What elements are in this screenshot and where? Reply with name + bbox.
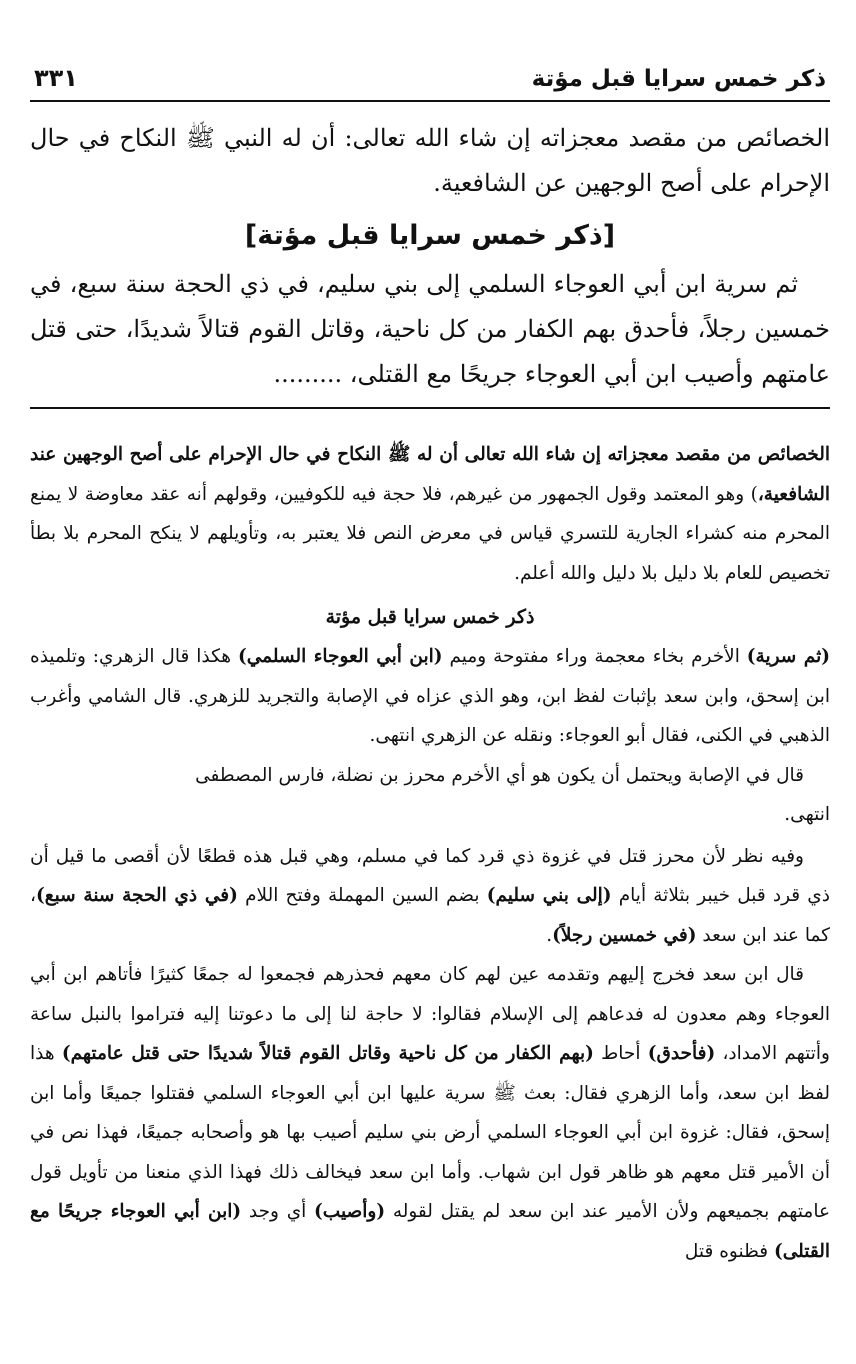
commentary-paragraph [30,837,830,956]
commentary-quoted-text: (إلى بني سليم) [486,885,612,906]
commentary-explanation: انتهى. [784,804,830,825]
commentary-quoted-text: (ابن أبي العوجاء جريحًا مع القتلى) [30,1201,830,1262]
commentary-quoted-text: (في ذي الحجة سنة سبع) [35,885,238,906]
commentary-explanation: ، كما عند ابن سعد [30,885,830,946]
commentary-explanation: هذا لفظ ابن سعد، وأما الزهري فقال: بعث ﷺ سرية عليها ابن أبي العوجاء السلمي فقتلوا جميعًا وأما ابن إسحق، فقال: غزوة ابن أبي العوجاء السلمي أرض بني سليم أصيب بها هو وأصحابه جميعًا، فهذا نص في أن الأمير قتل معهم هو ظاهر قول ابن شهاب. وأما ابن سعد فيخالف ذلك فهذا الذي منعنا من تأويل قول عامتهم بجميعهم ولأن الأمير عند ابن سعد لم يقتل لقوله [30,1043,830,1222]
book-page [30,52,830,1271]
commentary-explanation: هكذا قال الزهري: وتلميذه ابن إسحق، وابن سعد بإثبات لفظ ابن، وهو الذي عزاه في الإصابة والتجريد للزهري. قال الشامي وأغرب الذهبي في الكنى، فقال أبو العوجاء: ونقله عن الزهري انتهى. [30,646,830,746]
commentary-quoted-text: (في خمسين رجلاً) [552,924,697,946]
text-commentary-divider [30,407,830,409]
commentary-paragraph [30,637,830,756]
running-header [30,52,830,92]
commentary-explanation: قال في الإصابة ويحتمل أن يكون هو أي الأخرم محرز بن نضلة، فارس المصطفى [195,764,804,786]
commentary-section-heading: ذكر خمس سرايا قبل مؤتة [325,606,535,628]
commentary-quoted-text: (فأحدق) [647,1043,716,1064]
running-title: ذكر خمس سرايا قبل مؤتة [531,66,826,92]
commentary-paragraph [30,435,830,593]
commentary-quoted-text: (ابن أبي العوجاء السلمي) [237,646,443,667]
header-rule [30,100,830,102]
commentary-explanation: أي وجد [241,1201,315,1222]
main-text-paragraph: ثم سرية ابن أبي العوجاء السلمي إلى بني سليم، في ذي الحجة سنة سبع، في خمسين رجلاً، فأحدق بهم الكفار من كل ناحية، وقاتل القوم قتالاً شديدًا، حتى قتل عامتهم وأصيب ابن أبي العوجاء جريحًا مع القتلى، ......... [30,270,830,388]
commentary-explanation: قال ابن سعد فخرج إليهم وتقدمه عين لهم كان معهم فحذرهم فجمعوا له جمعًا كثيرًا فأتاهم ابن أبي العوجاء وهم معدون له فدعاهم إلى الإسلام فقالوا: لا حاجة لنا إلى ما دعوتنا إليه فتراموا بالنبل ساعة وأتتهم الامداد، [30,964,830,1064]
commentary-explanation: الأخرم بخاء معجمة وراء مفتوحة وميم [442,646,747,667]
main-section-heading: [ذكر خمس سرايا قبل مؤتة] [244,220,616,251]
commentary-paragraph-end [30,795,830,835]
commentary-paragraph [30,955,830,1271]
commentary-explanation: فظنوه قتل [684,1240,774,1262]
commentary-quoted-text: (ثم سرية) [746,646,831,667]
commentary-explanation: وفيه نظر لأن محرز قتل في غزوة ذي قرد كما في مسلم، وهي قبل هذه قطعًا لأن أقصى ما قيل أن ذي قرد قبل خيبر بثلاثة أيام [30,845,831,906]
commentary-explanation: أحاط [593,1043,648,1064]
commentary-explanation: ) وهو المعتمد وقول الجمهور من غيرهم، فلا حجة فيه للكوفيين، وقولهم أنه عقد معاوضة لا يمنع المحرم منه كشراء الجارية للتسري قياس في معرض النص فلا يعتبر به، وتأويلهم لا ينكح المحرم بلا بطأ تخصيص للعام بلا دليل بلا دليل والله أعلم. [30,483,831,584]
commentary-quoted-text: (بهم الكفار من كل ناحية وقاتل القوم قتالاً شديدًا حتى قتل عامتهم) [61,1043,594,1064]
commentary-quoted-text: الخصائص من مقصد معجزاته إن شاء الله تعالى أن له ﷺ النكاح في حال الإحرام على أصح الوجهين عند الشافعية، [30,444,830,505]
main-text-paragraph: الخصائص من مقصد معجزاته إن شاء الله تعالى: أن له النبي ﷺ النكاح في حال الإحرام على أصح الوجهين عن الشافعية. [30,124,830,197]
commentary-explanation: بضم السين المهملة وفتح اللام [237,885,487,906]
page-number: ٣٣١ [34,64,78,92]
commentary-quoted-text: (وأصيب) [314,1201,386,1222]
commentary-explanation: . [546,924,553,946]
commentary-paragraph [30,756,830,796]
